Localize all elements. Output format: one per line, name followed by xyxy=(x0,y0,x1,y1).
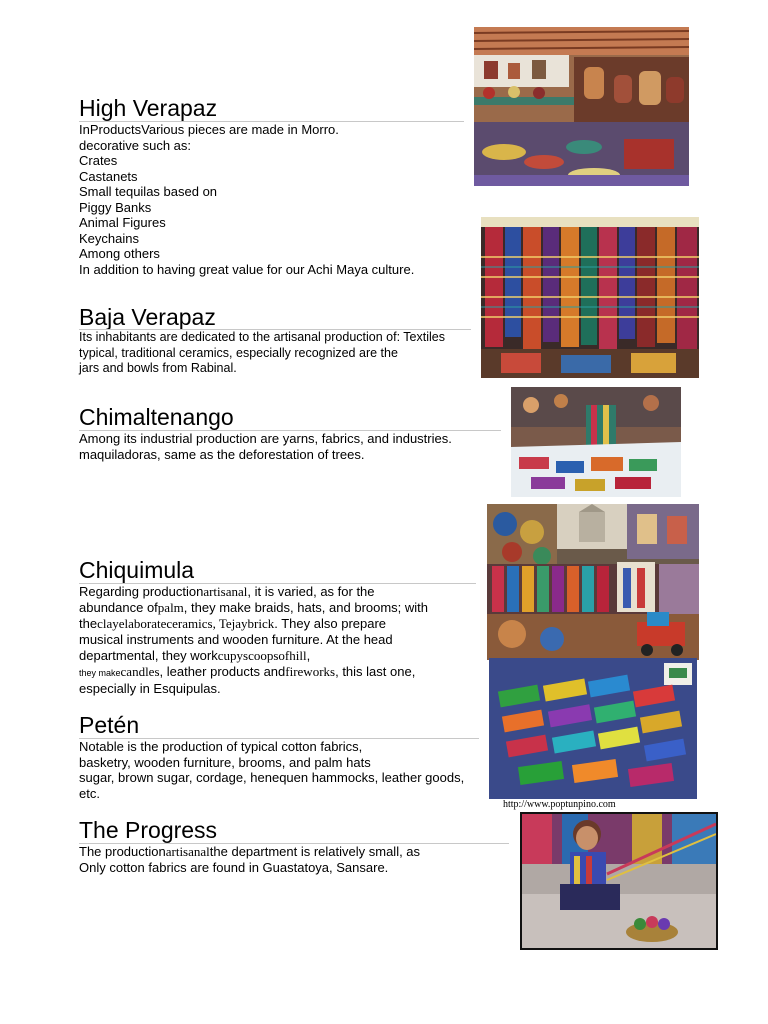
text-line: InProductsVarious pieces are made in Morro. xyxy=(79,122,339,137)
heading-high-verapaz: High Verapaz xyxy=(79,95,218,121)
text-run-serif: candles xyxy=(120,664,160,679)
text-line: jars and bowls from Rabinal. xyxy=(79,361,237,375)
text-line xyxy=(79,844,420,860)
text-run-serif: artisanal xyxy=(165,844,210,859)
text-run: , leather products and xyxy=(159,664,286,679)
text-run: , they make braids, hats, and brooms; with xyxy=(183,600,429,615)
text-line xyxy=(79,616,428,632)
text-run: , it is varied, as for the xyxy=(247,584,375,599)
text-line: musical instruments and wooden furniture. At the head xyxy=(79,632,393,647)
text-run-small: they make xyxy=(79,668,121,678)
heading-the-progress: The Progress xyxy=(79,817,218,843)
heading-chimaltenango: Chimaltenango xyxy=(79,404,234,430)
photo-market-table-weavings xyxy=(511,387,681,497)
text-line: Castanets xyxy=(79,168,138,184)
text-run-serif: fireworks xyxy=(285,664,336,679)
text-line: Among its industrial production are yarns, fabrics, and industries. xyxy=(79,431,452,446)
text-line: etc. xyxy=(79,785,100,801)
text-line: typical, traditional ceramics, especially recognized are the xyxy=(79,345,398,360)
text-line: basketry, wooden furniture, brooms, and palm hats xyxy=(79,754,371,770)
text-line xyxy=(79,648,428,664)
text-line: Its inhabitants are dedicated to the artisanal production of: Textiles xyxy=(79,330,445,344)
text-run: Regarding production xyxy=(79,584,204,599)
text-peten xyxy=(79,739,464,801)
photo-hanging-textiles xyxy=(481,217,699,378)
heading-peten: Petén xyxy=(79,712,140,738)
text-line: Keychains xyxy=(79,230,139,246)
text-run: departmental, they work xyxy=(79,648,218,663)
text-run-serif: palm xyxy=(157,600,184,615)
text-line: In addition to having great value for our Achi Maya culture. xyxy=(79,261,415,277)
text-run: the xyxy=(79,616,98,631)
text-line: especially in Esquipulas. xyxy=(79,681,221,696)
text-run-serif: brick xyxy=(247,616,275,631)
text-the-progress xyxy=(79,844,420,876)
text-run-serif: coops xyxy=(248,648,279,663)
text-line xyxy=(79,664,428,681)
text-run: the department is relatively small, as xyxy=(209,844,421,859)
text-run-serif: elaborate xyxy=(118,616,167,631)
text-line: decorative such as: xyxy=(79,137,192,153)
text-line: maquiladoras, same as the deforestation of trees. xyxy=(79,446,365,462)
heading-chiquimula: Chiquimula xyxy=(79,557,195,583)
text-run: , this last one, xyxy=(335,664,416,679)
photo-colorful-wallets xyxy=(489,658,697,799)
text-run-serif: cupys xyxy=(217,648,249,663)
text-line: Piggy Banks xyxy=(79,199,152,215)
text-chiquimula xyxy=(79,584,428,697)
text-chimaltenango xyxy=(79,431,452,462)
text-line: Notable is the production of typical cotton fabrics, xyxy=(79,739,363,754)
text-run: abundance of xyxy=(79,600,158,615)
text-run-serif: ceramics, Tejay xyxy=(166,616,248,631)
text-run: , xyxy=(306,648,311,663)
text-run: . They also prepare xyxy=(274,616,387,631)
text-run-serif: clay xyxy=(97,616,119,631)
photo-girl-weaving xyxy=(520,812,718,950)
text-line: sugar, brown sugar, cordage, henequen hammocks, leather goods, xyxy=(79,770,465,785)
photo-credit-url: http://www.poptunpino.com xyxy=(503,799,616,810)
text-line xyxy=(79,600,428,616)
photo-ceramic-market-stall xyxy=(474,27,689,186)
text-line: Animal Figures xyxy=(79,215,166,230)
text-run-serif: artisanal xyxy=(203,584,248,599)
text-line xyxy=(79,584,428,600)
text-run: The production xyxy=(79,844,166,859)
text-run-serif: hill xyxy=(289,648,307,663)
photo-crafts-collage xyxy=(487,504,699,660)
heading-baja-verapaz: Baja Verapaz xyxy=(79,304,216,330)
text-line: Only cotton fabrics are found in Guastatoya, Sansare. xyxy=(79,860,389,875)
text-line: Crates xyxy=(79,153,118,168)
text-high-verapaz xyxy=(79,122,414,277)
text-run-serif: of xyxy=(278,648,290,663)
text-line: Small tequilas based on xyxy=(79,184,218,199)
text-line: Among others xyxy=(79,246,160,261)
text-baja-verapaz xyxy=(79,330,445,377)
